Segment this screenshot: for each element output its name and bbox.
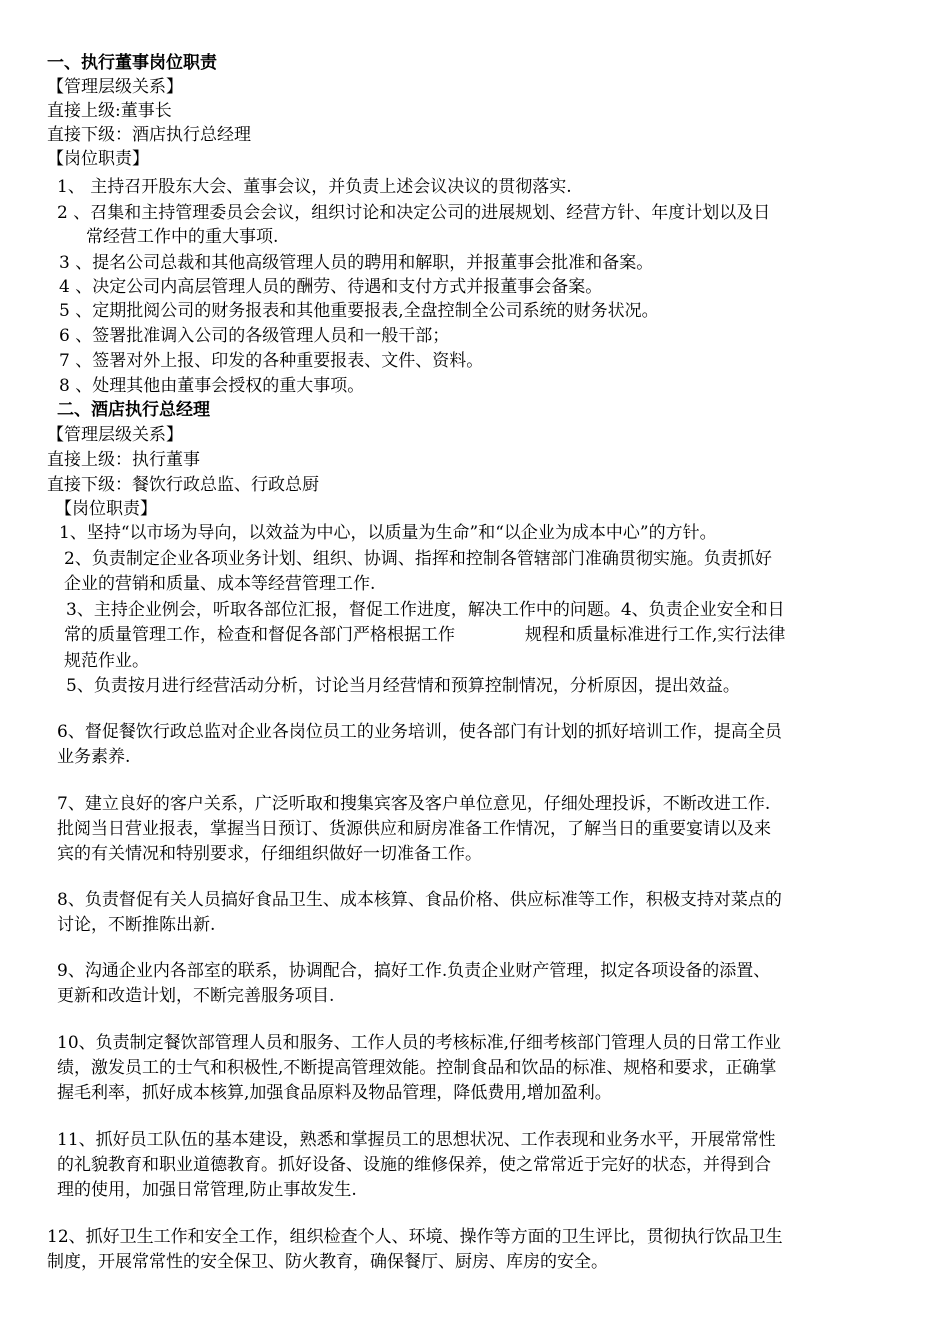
section2-duties-header: 【岗位职责】 — [55, 499, 157, 519]
section2-duty-line: 11、抓好员工队伍的基本建设，熟悉和掌握员工的思想状况、工作表现和业务水平，开展常常性 — [57, 1130, 776, 1150]
section2-duty-line: 批阅当日营业报表，掌握当日预订、货源供应和厨房准备工作情况，了解当日的重要宴请以及来 — [57, 819, 771, 839]
section1-duties-header: 【岗位职责】 — [47, 149, 149, 169]
section2-duty-line: 10、负责制定餐饮部管理人员和服务、工作人员的考核标准,仔细考核部门管理人员的日常工作业 — [57, 1033, 782, 1053]
section2-duty-line: 9、沟通企业内各部室的联系，协调配合，搞好工作.负责企业财产管理，拟定各项设备的添置、 — [57, 961, 771, 981]
section1-subordinate: 直接下级：酒店执行总经理 — [47, 125, 251, 145]
section2-superior: 直接上级：执行董事 — [47, 450, 200, 470]
section1-duty-line: 6 、签署批准调入公司的各级管理人员和一般干部； — [59, 326, 450, 346]
section2-duty-line: 的礼貌教育和职业道德教育。抓好设备、设施的维修保养，使之常常近于完好的状态，并得到合 — [57, 1155, 771, 1175]
section1-superior: 直接上级:董事长 — [47, 101, 172, 121]
section1-duty-line: 3 、提名公司总裁和其他高级管理人员的聘用和解职，并报董事会批准和备案。 — [59, 253, 654, 273]
section2-duty-line: 12、抓好卫生工作和安全工作，组织检查个人、环境、操作等方面的卫生评比，贯彻执行饮品卫生 — [47, 1227, 783, 1247]
section2-duty-line: 讨论，不断推陈出新. — [57, 915, 216, 935]
section2-duty-line: 更新和改造计划，不断完善服务项目. — [57, 986, 335, 1006]
section1-title: 一、执行董事岗位职责 — [47, 53, 217, 73]
section1-duty-line: 8 、处理其他由董事会授权的重大事项。 — [59, 376, 365, 396]
section2-duty-line: 规范作业。 — [64, 651, 149, 671]
section2-mgmt-header: 【管理层级关系】 — [47, 425, 183, 445]
section2-title: 二、酒店执行总经理 — [57, 400, 210, 420]
section1-duty-line: 7 、签署对外上报、印发的各种重要报表、文件、资料。 — [59, 351, 484, 371]
section2-duty-line: 业务素养. — [57, 747, 131, 767]
section2-duty-line: 企业的营销和质量、成本等经营管理工作. — [64, 574, 376, 594]
section2-duty-line: 握毛利率，抓好成本核算,加强食品原料及物品管理，降低费用,增加盈利。 — [57, 1083, 612, 1103]
section2-subordinate: 直接下级：餐饮行政总监、行政总厨 — [47, 475, 319, 495]
section2-duty-line: 2、负责制定企业各项业务计划、组织、协调、指挥和控制各管辖部门准确贯彻实施。负责抓好 — [64, 549, 772, 569]
section2-duty-line: 1、坚持“以市场为导向，以效益为中心，以质量为生命”和“以企业为成本中心”的方针。 — [59, 523, 717, 543]
section2-duty-line: 5、负责按月进行经营活动分析，讨论当月经营情和预算控制情况，分析原因，提出效益。 — [66, 676, 740, 696]
section2-duty-line: 6、督促餐饮行政总监对企业各岗位员工的业务培训，使各部门有计划的抓好培训工作，提高全员 — [57, 722, 782, 742]
section2-duty-line: 宾的有关情况和特别要求，仔细组织做好一切准备工作。 — [57, 844, 482, 864]
section1-duty-line: 1、 主持召开股东大会、董事会议，并负责上述会议决议的贯彻落实. — [57, 177, 572, 197]
section2-duty-line: 3、主持企业例会，听取各部位汇报，督促工作进度，解决工作中的问题。4、负责企业安全和日 — [66, 600, 785, 620]
section2-duty-line: 常的质量管理工作，检查和督促各部门严格根据工作 规程和质量标准进行工作,实行法律 — [64, 625, 786, 645]
section1-mgmt-header: 【管理层级关系】 — [47, 77, 183, 97]
section2-duty-line: 制度，开展常常性的安全保卫、防火教育，确保餐厅、厨房、库房的安全。 — [47, 1252, 608, 1272]
section2-duty-line: 绩，激发员工的士气和积极性,不断提高管理效能。控制食品和饮品的标准、规格和要求，正确掌 — [57, 1058, 777, 1078]
section1-duty-line: 5 、定期批阅公司的财务报表和其他重要报表,全盘控制全公司系统的财务状况。 — [59, 301, 659, 321]
section2-duty-line: 7、建立良好的客户关系，广泛听取和搜集宾客及客户单位意见，仔细处理投诉，不断改进工作. — [57, 794, 771, 814]
section1-duty-line: 4 、决定公司内高层管理人员的酬劳、待遇和支付方式并报董事会备案。 — [59, 277, 603, 297]
section2-duty-line: 理的使用，加强日常管理,防止事故发生. — [57, 1180, 357, 1200]
section2-duty-line: 8、负责督促有关人员搞好食品卫生、成本核算、食品价格、供应标准等工作，积极支持对菜点的 — [57, 890, 782, 910]
section1-duty-line: 常经营工作中的重大事项. — [86, 227, 279, 247]
section1-duty-line: 2 、召集和主持管理委员会会议，组织讨论和决定公司的进展规划、经营方针、年度计划以及日 — [57, 203, 771, 223]
